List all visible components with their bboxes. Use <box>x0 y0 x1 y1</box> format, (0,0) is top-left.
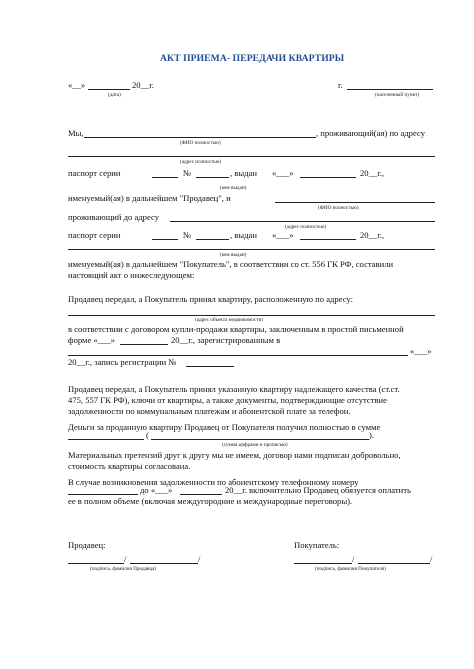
buyer-residing: проживающий до адресу <box>68 212 159 222</box>
seller-fio-line[interactable] <box>84 137 316 138</box>
seller-signature-label: Продавец: <box>68 540 106 550</box>
seller-passport-series: паспорт серии <box>68 168 121 178</box>
debt-month-line[interactable] <box>180 494 222 495</box>
date-day: «__» <box>68 80 86 90</box>
caption-seller-signature: (подпись, фамилия Продавца) <box>90 566 157 572</box>
section1-line2: в соответствии с договором купли-продажи квартиры, заключенным в простой письменной <box>68 324 404 334</box>
section5-line3: ее в полном объеме (включая междугородние и международные переговоры). <box>68 496 353 506</box>
seller-we: Мы, <box>68 128 84 138</box>
buyer-issued-month-line[interactable] <box>300 239 356 240</box>
buyer-number-line[interactable] <box>196 239 229 240</box>
buyer-named-line1: именуемый(ая) в дальнейшем "Покупатель", в соответствии со ст. 556 ГК РФ, составили <box>68 259 394 269</box>
buyer-slash-2: / <box>430 554 433 564</box>
caption-object-address: (адрес объекта недвижимости) <box>195 317 264 323</box>
buyer-issued-year: 20__г., <box>360 230 385 240</box>
contract-month-line[interactable] <box>120 344 168 345</box>
seller-signature-line[interactable] <box>68 563 124 564</box>
seller-residing: , проживающий(ая) по адресу <box>316 128 425 138</box>
buyer-issued-date: «___» <box>272 230 294 240</box>
document-title: АКТ ПРИЕМА- ПЕРЕДАЧИ КВАРТИРЫ <box>160 53 345 64</box>
buyer-slash-1: / <box>352 554 355 564</box>
seller-issued-date: «___» <box>272 168 294 178</box>
caption-seller-address: (адрес полностью) <box>180 159 222 165</box>
registry-date-quote: «___» <box>410 346 432 356</box>
buyer-series-line[interactable] <box>152 239 178 240</box>
caption-buyer-issued-by: (кем выдан) <box>220 252 247 258</box>
caption-seller-issued-by: (кем выдан) <box>220 185 247 191</box>
section2-line2: 475, 557 ГК РФ), ключи от квартиры, а также документы, подтверждающие отсутствие <box>68 395 387 405</box>
registration-number-line[interactable] <box>186 366 234 367</box>
seller-number-line[interactable] <box>196 177 229 178</box>
city-line[interactable] <box>347 89 433 90</box>
seller-series-line[interactable] <box>152 177 178 178</box>
date-month-line <box>88 89 130 90</box>
seller-name-line[interactable] <box>130 563 198 564</box>
buyer-passport-series: паспорт серии <box>68 230 121 240</box>
section4-line1: Материальных претензий друг к другу мы не имеем, договор нами подписан добровольно, <box>68 450 401 460</box>
buyer-signature-line[interactable] <box>294 563 352 564</box>
section1-line3-a: форме «___» <box>68 335 115 345</box>
sum-paren-close: ). <box>369 430 375 440</box>
registry-line[interactable] <box>68 355 408 356</box>
section1-line1: Продавец передал, а Покупатель принял квартиру, расположенную по адресу: <box>68 294 353 304</box>
caption-buyer-address: (адрес полностью) <box>285 224 327 230</box>
caption-buyer-fio: (ФИО полностью) <box>318 205 359 211</box>
sum-digits-line[interactable] <box>68 439 144 440</box>
buyer-name-line[interactable] <box>358 563 430 564</box>
section3-line1: Деньги за проданную квартиру Продавец от Покупателя получил полностью в сумме <box>68 422 381 432</box>
sum-paren-open: ( <box>146 430 149 440</box>
date-year: 20__г. <box>132 80 154 90</box>
buyer-issued-by-line[interactable] <box>68 249 435 250</box>
sum-words-line[interactable] <box>151 439 369 440</box>
seller-issued-year: 20__г., <box>360 168 385 178</box>
buyer-number-sign: № <box>183 230 192 240</box>
caption-seller-fio: (ФИО полностью) <box>180 140 221 146</box>
seller-named: именуемый(ая) в дальнейшем "Продавец", и <box>68 193 231 203</box>
seller-number-sign: № <box>183 168 192 178</box>
section2-line3: задолженности по коммунальным платежам и абонентской плате за телефон. <box>68 406 351 416</box>
phone-number-line[interactable] <box>68 494 138 495</box>
buyer-named-line2: настоящий акт о нижеследующем: <box>68 270 195 280</box>
object-address-line[interactable] <box>68 315 435 316</box>
city-prefix: г. <box>338 80 343 90</box>
section4-line2: стоимость квартиры согласована. <box>68 461 191 471</box>
seller-slash-1: / <box>124 554 127 564</box>
caption-buyer-signature: (подпись, фамилия Покупателя) <box>315 566 386 572</box>
seller-issued: , выдан <box>230 168 257 178</box>
seller-named-line[interactable] <box>275 202 435 203</box>
section2-line1: Продавец передал, а Покупатель принял указанную квартиру надлежащего качества (ст.ст. <box>68 384 400 394</box>
seller-address-line[interactable] <box>68 156 435 157</box>
seller-issued-month-line[interactable] <box>300 177 356 178</box>
buyer-issued: , выдан <box>230 230 257 240</box>
section1-line3-b: 20__г., зарегистрированным в <box>171 335 281 345</box>
caption-place: (населенный пункт) <box>375 92 420 98</box>
section5-line2-a: до «___» <box>140 485 173 495</box>
seller-slash-2: / <box>198 554 201 564</box>
section5-line1: В случае возникновения задолженности по абонентскому телефонному номеру <box>68 477 359 487</box>
caption-sum: (сумма цифрами и прописью) <box>222 442 288 448</box>
section5-line2-b: 20__г. включительно Продавец обязуется оплатить <box>225 485 411 495</box>
buyer-address-line[interactable] <box>170 221 435 222</box>
caption-date: (дата) <box>108 92 121 98</box>
buyer-signature-label: Покупатель: <box>294 540 340 550</box>
section1-line5: 20__г., запись регистрации № <box>68 357 177 367</box>
